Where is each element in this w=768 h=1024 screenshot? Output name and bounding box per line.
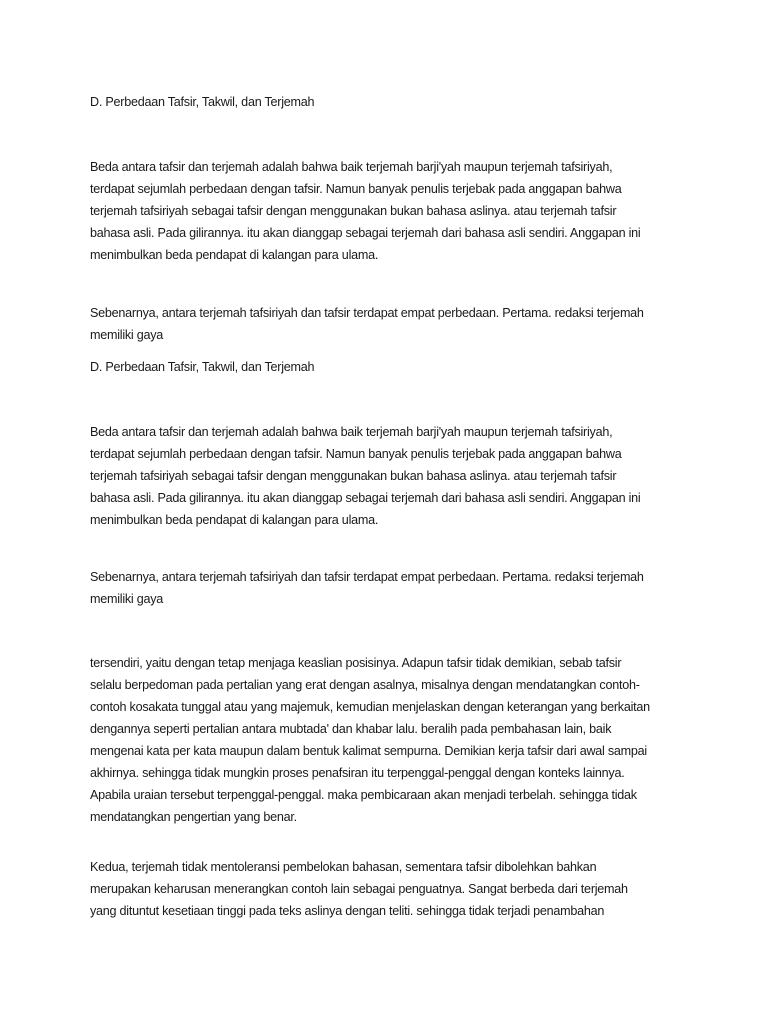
- text-line: terdapat sejumlah perbedaan dengan tafsir. Namun banyak penulis terjebak pada anggapan bahwa: [90, 447, 622, 461]
- paragraph: [90, 566, 644, 610]
- paragraph: [90, 156, 640, 266]
- paragraph: [90, 652, 650, 828]
- text-line: D. Perbedaan Tafsir, Takwil, dan Terjemah: [90, 360, 315, 374]
- text-line: terjemah tafsiriyah sebagai tafsir dengan menggunakan bukan bahasa aslinya. atau terjemah tafsir: [90, 204, 617, 218]
- text-line: Sebenarnya, antara terjemah tafsiriyah dan tafsir terdapat empat perbedaan. Pertama. redaksi terjemah: [90, 570, 644, 584]
- text-line: D. Perbedaan Tafsir, Takwil, dan Terjemah: [90, 95, 315, 109]
- text-line: akhirnya. sehingga tidak mungkin proses penafsiran itu terpenggal-penggal dengan konteks lainnya.: [90, 766, 625, 780]
- text-line: merupakan keharusan menerangkan contoh lain sebagai penguatnya. Sangat berbeda dari terjemah: [90, 882, 628, 896]
- text-line: Beda antara tafsir dan terjemah adalah bahwa baik terjemah barji'yah maupun terjemah tafsiriyah,: [90, 160, 613, 174]
- text-line: bahasa asli. Pada gilirannya. itu akan dianggap sebagai terjemah dari bahasa asli sendiri. Anggapan ini: [90, 226, 641, 240]
- text-line: menimbulkan beda pendapat di kalangan para ulama.: [90, 248, 379, 262]
- text-line: contoh kosakata tunggal atau yang majemuk, kemudian menjelaskan dengan keterangan yang berkaitan: [90, 700, 650, 714]
- section-heading: [90, 91, 314, 113]
- text-line: yang dituntut kesetiaan tinggi pada teks aslinya dengan teliti. sehingga tidak terjadi penambahan: [90, 904, 605, 918]
- text-line: dengannya seperti pertalian antara mubtada' dan khabar lalu. beralih pada pembahasan lain, baik: [90, 722, 612, 736]
- text-line: mengenai kata per kata maupun dalam bentuk kalimat sempurna. Demikian kerja tafsir dari awal sampai: [90, 744, 647, 758]
- text-line: Kedua, terjemah tidak mentoleransi pembelokan bahasan, sementara tafsir dibolehkan bahkan: [90, 860, 597, 874]
- text-line: terdapat sejumlah perbedaan dengan tafsir. Namun banyak penulis terjebak pada anggapan bahwa: [90, 182, 622, 196]
- text-line: Beda antara tafsir dan terjemah adalah bahwa baik terjemah barji'yah maupun terjemah tafsiriyah,: [90, 425, 613, 439]
- text-line: menimbulkan beda pendapat di kalangan para ulama.: [90, 513, 379, 527]
- text-line: Apabila uraian tersebut terpenggal-penggal. maka pembicaraan akan menjadi terbelah. sehingga tidak: [90, 788, 637, 802]
- paragraph: [90, 856, 628, 922]
- paragraph: [90, 421, 640, 531]
- text-line: terjemah tafsiriyah sebagai tafsir dengan menggunakan bukan bahasa aslinya. atau terjemah tafsir: [90, 469, 617, 483]
- text-line: memiliki gaya: [90, 592, 164, 606]
- text-line: mendatangkan pengertian yang benar.: [90, 810, 297, 824]
- section-heading: [90, 356, 314, 378]
- text-line: memiliki gaya: [90, 328, 164, 342]
- text-line: bahasa asli. Pada gilirannya. itu akan dianggap sebagai terjemah dari bahasa asli sendiri. Anggapan ini: [90, 491, 641, 505]
- text-line: selalu berpedoman pada pertalian yang erat dengan asalnya, misalnya dengan mendatangkan contoh-: [90, 678, 640, 692]
- paragraph: [90, 302, 644, 346]
- text-line: tersendiri, yaitu dengan tetap menjaga keaslian posisinya. Adapun tafsir tidak demikian, sebab tafsir: [90, 656, 622, 670]
- text-line: Sebenarnya, antara terjemah tafsiriyah dan tafsir terdapat empat perbedaan. Pertama. redaksi terjemah: [90, 306, 644, 320]
